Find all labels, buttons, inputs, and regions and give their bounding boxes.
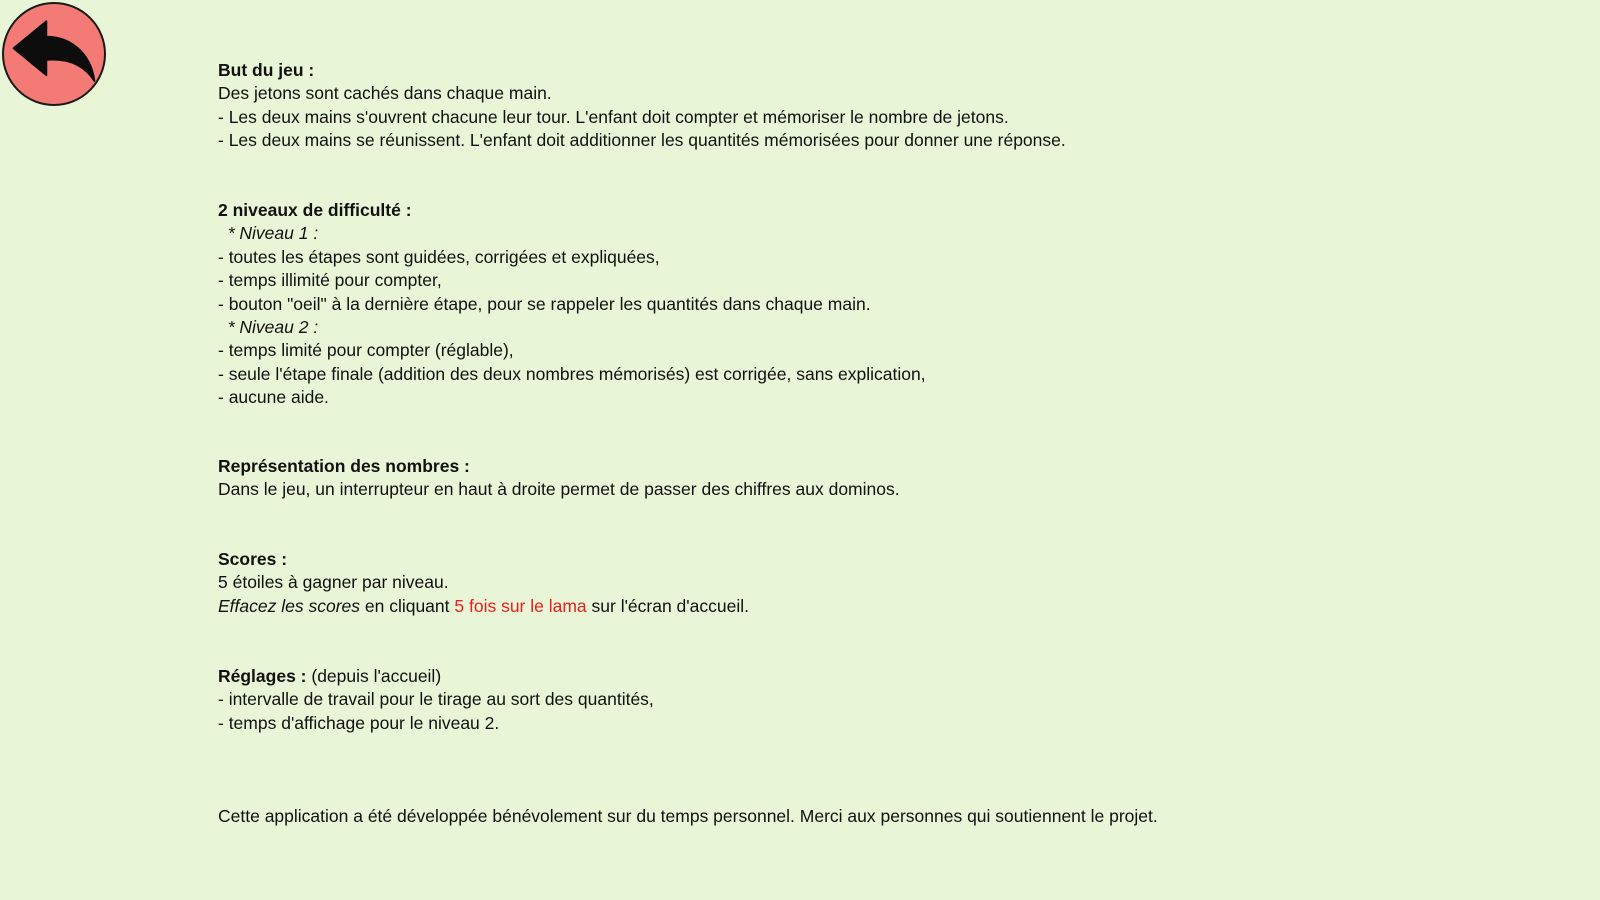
level2-title: * Niveau 2 : (218, 317, 319, 338)
section-credits (218, 805, 1158, 828)
difficulty-heading: 2 niveaux de difficulté : (218, 200, 412, 220)
rules-text (218, 59, 1558, 826)
goal-line: - Les deux mains s'ouvrent chacune leur tour. L'enfant doit compter et mémoriser le nombre de jetons. (218, 106, 1009, 127)
level1-line: - temps illimité pour compter, (218, 270, 442, 291)
settings-heading-line (218, 665, 654, 688)
representation-heading: Représentation des nombres : (218, 456, 470, 476)
scores-reset-line (218, 595, 749, 618)
settings-line: - temps d'affichage pour le niveau 2. (218, 712, 500, 733)
goal-line: - Les deux mains se réunissent. L'enfant doit additionner les quantités mémorisées pour donner une réponse. (218, 130, 1066, 151)
reset-scores-mid: en cliquant (360, 595, 455, 616)
section-goal (218, 59, 1558, 153)
level2-line: - seule l'étape finale (addition des deux nombres mémorisés) est corrigée, sans explication, (218, 363, 926, 384)
reset-scores-end: sur l'écran d'accueil. (586, 595, 749, 616)
section-representation (218, 455, 900, 502)
level2-line: - temps limité pour compter (réglable), (218, 340, 514, 361)
goal-heading: But du jeu : (218, 60, 315, 80)
reset-scores-label: Effacez les scores (218, 595, 360, 616)
undo-arrow-icon (4, 4, 104, 104)
level2-line: - aucune aide. (218, 387, 329, 408)
settings-heading: Réglages : (218, 666, 307, 686)
level1-title: * Niveau 1 : (218, 223, 319, 244)
level1-line: - bouton "oeil" à la dernière étape, pour se rappeler les quantités dans chaque main. (218, 293, 871, 314)
settings-heading-suffix: (depuis l'accueil) (306, 666, 442, 686)
back-button[interactable] (2, 2, 106, 106)
goal-line: Des jetons sont cachés dans chaque main. (218, 83, 552, 104)
scores-heading: Scores : (218, 549, 288, 569)
section-settings (218, 665, 654, 735)
section-difficulty (218, 199, 926, 410)
representation-line: Dans le jeu, un interrupteur en haut à droite permet de passer des chiffres aux dominos. (218, 479, 900, 500)
credits-text: Cette application a été développée bénévolement sur du temps personnel. Merci aux personnes qui soutiennent le projet. (218, 806, 1158, 826)
level1-line: - toutes les étapes sont guidées, corrigées et expliquées, (218, 246, 660, 267)
settings-line: - intervalle de travail pour le tirage au sort des quantités, (218, 689, 654, 710)
section-scores (218, 548, 749, 618)
reset-scores-highlight: 5 fois sur le lama (454, 595, 587, 616)
scores-line: 5 étoiles à gagner par niveau. (218, 572, 449, 593)
